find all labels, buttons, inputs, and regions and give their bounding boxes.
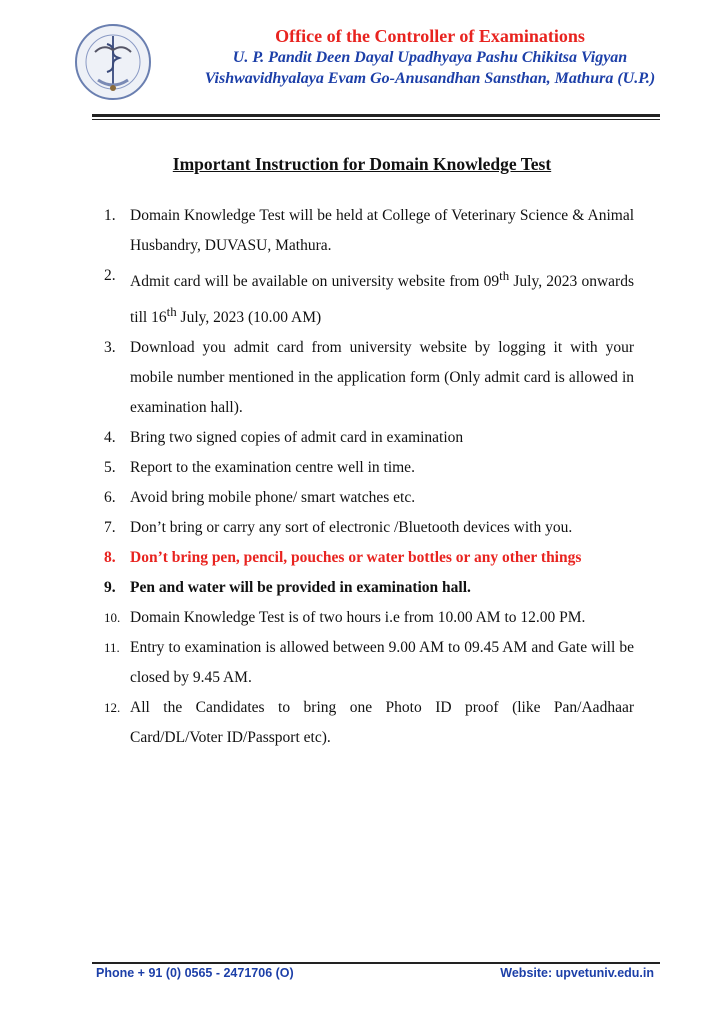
- item-text: Domain Knowledge Test will be held at College of Veterinary Science & Animal Husbandry, DUVASU, Mathura.: [130, 207, 634, 254]
- instruction-item: [104, 453, 634, 483]
- instruction-item: [104, 483, 634, 513]
- instruction-item: [104, 201, 634, 261]
- instruction-item: [104, 513, 634, 543]
- footer-website: Website: upvetuniv.edu.in: [500, 966, 654, 980]
- instruction-item: [104, 693, 634, 753]
- university-seal-icon: [73, 22, 153, 102]
- item-number: 8.: [104, 549, 116, 567]
- instruction-item: [104, 333, 634, 423]
- header-divider: [92, 114, 660, 117]
- item-text: Pen and water will be provided in examination hall.: [130, 579, 471, 597]
- instruction-item: [104, 633, 634, 693]
- item-text: Download you admit card from university website by logging it with your mobile number mentioned in the application form (Only admit card is allowed in examination hall).: [130, 339, 634, 417]
- item-number: 12.: [104, 700, 121, 716]
- item-text: Don’t bring or carry any sort of electronic /Bluetooth devices with you.: [130, 519, 573, 537]
- item-number: 5.: [104, 459, 116, 477]
- item-number: 6.: [104, 489, 116, 507]
- item-text-part: Admit card will be available on university website from 09: [130, 273, 500, 291]
- item-number: 2.: [104, 267, 116, 284]
- item-number: 3.: [104, 339, 116, 357]
- footer-divider: [92, 962, 660, 964]
- item-text: Don’t bring pen, pencil, pouches or water bottles or any other things: [130, 549, 582, 567]
- item-text-part: July, 2023 (10.00 AM): [176, 309, 322, 327]
- header-divider-thin: [92, 119, 660, 120]
- superscript: th: [499, 268, 510, 283]
- instruction-item-bold: [104, 573, 634, 603]
- item-text: Avoid bring mobile phone/ smart watches etc.: [130, 489, 416, 507]
- item-text: [130, 268, 634, 327]
- instruction-item-emphasis: [104, 543, 634, 573]
- university-name-line2: Vishwavidhyalaya Evam Go-Anusandhan Sansthan, Mathura (U.P.): [204, 70, 656, 87]
- instruction-item: [104, 423, 634, 453]
- footer: [96, 966, 654, 980]
- footer-phone: Phone + 91 (0) 0565 - 2471706 (O): [96, 966, 294, 980]
- item-text: Domain Knowledge Test is of two hours i.e from 10.00 AM to 12.00 PM.: [130, 609, 586, 627]
- office-title: Office of the Controller of Examinations: [275, 26, 585, 46]
- item-number: 7.: [104, 519, 116, 537]
- instruction-list: [104, 201, 634, 753]
- item-text: Report to the examination centre well in time.: [130, 459, 415, 477]
- superscript: th: [166, 304, 177, 320]
- item-number: 1.: [104, 207, 116, 224]
- instruction-item: [104, 261, 634, 333]
- item-text: All the Candidates to bring one Photo ID proof (like Pan/Aadhaar Card/DL/Voter ID/Passport etc).: [130, 699, 634, 747]
- item-number: 11.: [104, 640, 120, 656]
- document-title: Important Instruction for Domain Knowledge Test: [172, 154, 552, 174]
- item-text: Bring two signed copies of admit card in examination: [130, 429, 464, 447]
- item-number: 4.: [104, 429, 116, 447]
- item-number: 10.: [104, 610, 121, 626]
- university-name-line1: U. P. Pandit Deen Dayal Upadhyaya Pashu Chikitsa Vigyan: [232, 49, 628, 66]
- item-number: 9.: [104, 579, 116, 597]
- item-text-part: July, 2023 onwards till 16: [130, 273, 634, 327]
- item-text: Entry to examination is allowed between 9.00 AM to 09.45 AM and Gate will be closed by 9.45 AM.: [130, 639, 634, 687]
- instruction-item: [104, 603, 634, 633]
- letterhead: [160, 26, 700, 89]
